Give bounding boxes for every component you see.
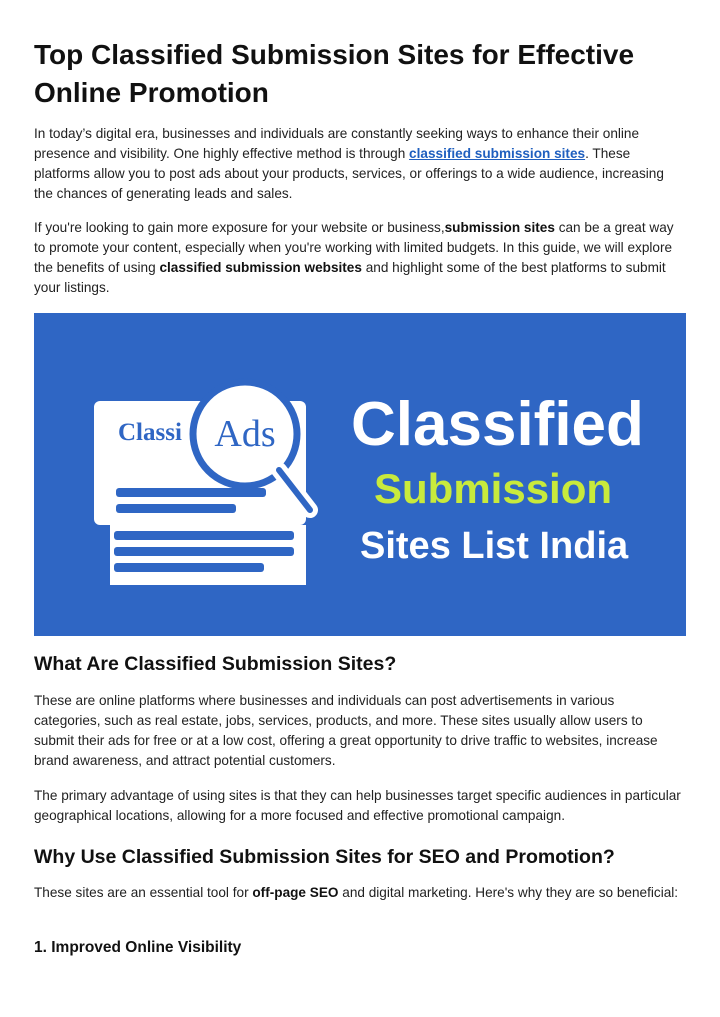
para2-text-1: If you're looking to gain more exposure for your website or business, <box>34 220 445 235</box>
section2-text-start: These sites are an essential tool for <box>34 885 253 900</box>
section2-paragraph <box>34 883 684 903</box>
classified-submission-sites-link[interactable]: classified submission sites <box>409 146 586 161</box>
banner-line-submission: Submission <box>374 465 613 512</box>
page-title: Top Classified Submission Sites for Effective Online Promotion <box>34 39 635 108</box>
para2-text-2: can be a great way to promote your content, especially when you're working with limited budgets. In this guide, we will explore the benefits of using <box>34 220 674 275</box>
intro-text-start: In today’s digital era, businesses and individuals are constantly seeking ways to enhance their online presence and visibility. One highly effective method is through <box>34 126 640 161</box>
banner-line-sites-list: Sites List India <box>360 525 629 567</box>
hero-banner-image <box>34 313 686 636</box>
ads-label: Ads <box>214 413 276 455</box>
section-heading-what-are: What Are Classified Submission Sites? <box>34 653 397 675</box>
para2-bold-1: submission sites <box>444 220 555 235</box>
classi-label: Classi <box>118 419 182 446</box>
subheading-improved-visibility: 1. Improved Online Visibility <box>34 939 242 956</box>
intro-text-end: . These platforms allow you to post ads about your products, services, or offerings to a wide audience, increasing the chances of generating leads and sales. <box>34 146 664 201</box>
section2-text-end: and digital marketing. Here's why they are so beneficial: <box>338 885 679 900</box>
second-paragraph <box>34 218 684 298</box>
banner-line-classified: Classified <box>351 390 644 459</box>
section1-paragraph-2: The primary advantage of using sites is that they can help businesses target specific audiences in particular geographical locations, allowing for a more focused and effective promotional campaign. <box>34 788 681 823</box>
banner-graphic <box>34 313 686 636</box>
section-heading-why-use: Why Use Classified Submission Sites for SEO and Promotion? <box>34 846 615 868</box>
para2-bold-2: classified submission websites <box>159 260 362 275</box>
para2-text-3: and highlight some of the best platforms to submit your listings. <box>34 260 666 295</box>
section1-paragraph-1: These are online platforms where businesses and individuals can post advertisements in various categories, such as real estate, jobs, services, products, and more. These sites usually allow users to submit their ads for free or at a low cost, offering a great opportunity to drive traffic to websites, increase brand awareness, and attract potential customers. <box>34 693 658 768</box>
intro-paragraph <box>34 124 684 204</box>
off-page-seo-bold: off-page SEO <box>252 885 339 900</box>
